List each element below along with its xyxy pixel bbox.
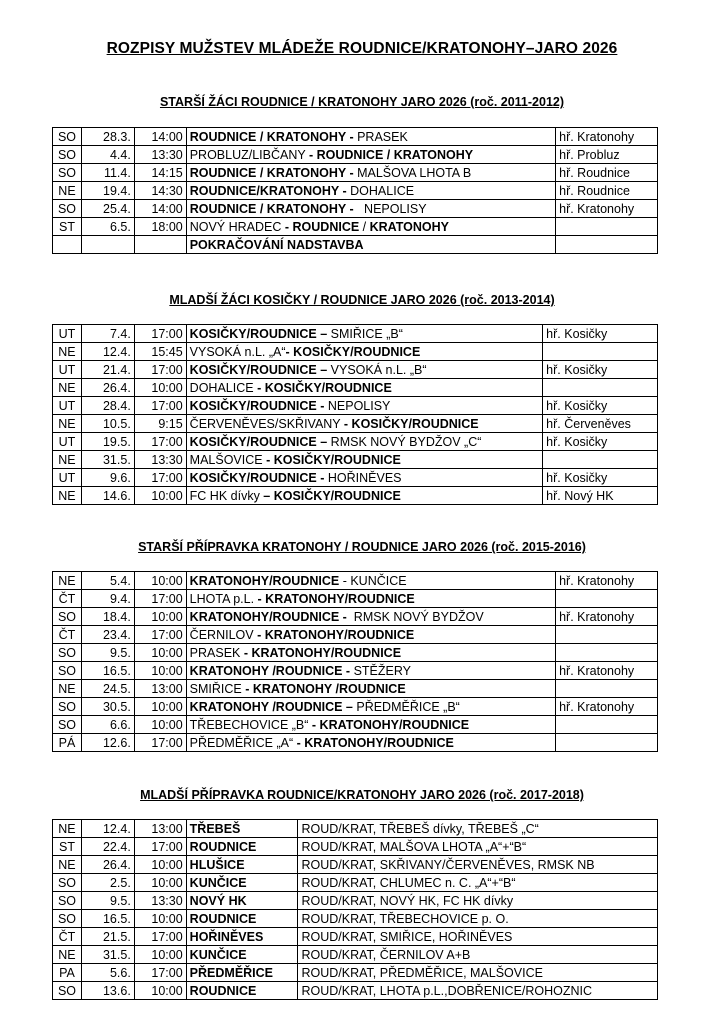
table-row: [53, 734, 658, 752]
match-team: NOVÝ HRADEC: [189, 219, 285, 234]
match-team: TŘEBECHOVICE „B“: [189, 717, 312, 732]
match-team-bold: - KOSIČKY/ROUDNICE: [266, 452, 401, 467]
table-row: [53, 325, 658, 343]
match-team-bold: - KRATONOHY/ROUDNICE: [257, 627, 415, 642]
match-team-bold: KOSIČKY/ROUDNICE –: [189, 362, 331, 377]
date-cell: 13.6.: [81, 982, 134, 1000]
venue-cell: hř. Kratonohy: [556, 200, 658, 218]
table-row: [53, 451, 658, 469]
venue-cell: [556, 734, 658, 752]
match-team-bold: KOSIČKY/ROUDNICE -: [189, 398, 328, 413]
time-cell: 10:00: [134, 487, 186, 505]
match-team-bold: KRATONOHY /ROUDNICE -: [189, 663, 354, 678]
day-cell: SO: [53, 146, 82, 164]
match-cell: [186, 698, 555, 716]
day-cell: UT: [53, 433, 82, 451]
match-cell: [186, 590, 555, 608]
table-row: [53, 716, 658, 734]
schedule-table-starsi-pripravka: [52, 571, 658, 752]
match-team: HOŘINĚVES: [327, 470, 402, 485]
date-cell: 6.6.: [81, 716, 134, 734]
place-cell: PŘEDMĚŘICE: [186, 964, 298, 982]
table-row: [53, 820, 658, 838]
day-cell: NE: [53, 856, 82, 874]
time-cell: 13:30: [134, 146, 186, 164]
date-cell: 16.5.: [81, 910, 134, 928]
time-cell: 10:00: [134, 874, 186, 892]
time-cell: [134, 236, 186, 254]
day-cell: SO: [53, 164, 82, 182]
day-cell: ST: [53, 838, 82, 856]
day-cell: SO: [53, 200, 82, 218]
time-cell: 17:00: [134, 928, 186, 946]
place-cell: HLUŠICE: [186, 856, 298, 874]
date-cell: 19.4.: [81, 182, 134, 200]
place-cell: ROUDNICE: [186, 838, 298, 856]
match-team-bold: KRATONOHY/ROUDNICE: [189, 573, 343, 588]
match-cell: [186, 200, 555, 218]
table-row: [53, 487, 658, 505]
venue-cell: [543, 451, 658, 469]
match-team: MALŠOVICE: [189, 452, 267, 467]
table-row: [53, 698, 658, 716]
match-team-bold: ROUDNICE/KRATONOHY -: [189, 183, 351, 198]
date-cell: 21.5.: [81, 928, 134, 946]
table-row: [53, 236, 658, 254]
match-cell: [186, 487, 543, 505]
match-cell: [186, 572, 555, 590]
day-cell: NE: [53, 487, 82, 505]
match-cell: [186, 236, 555, 254]
date-cell: 21.4.: [81, 361, 134, 379]
venue-cell: hř. Probluz: [556, 146, 658, 164]
venue-cell: hř. Roudnice: [556, 182, 658, 200]
date-cell: 11.4.: [81, 164, 134, 182]
table-row: [53, 572, 658, 590]
day-cell: ST: [53, 218, 82, 236]
match-team-bold: KOSIČKY/ROUDNICE –: [189, 326, 331, 341]
match-team: ČERVENĚVES/SKŘIVANY: [189, 416, 344, 431]
match-cell: [186, 716, 555, 734]
venue-cell: hř. Kosičky: [543, 361, 658, 379]
match-team-bold: KOSIČKY/ROUDNICE -: [189, 470, 328, 485]
time-cell: 17:00: [134, 734, 186, 752]
match-cell: [186, 662, 555, 680]
time-cell: 15:45: [134, 343, 186, 361]
table-row: [53, 433, 658, 451]
time-cell: 10:00: [134, 379, 186, 397]
match-team: NEPOLISY: [357, 201, 427, 216]
match-team-bold: - KOSIČKY/ROUDNICE: [285, 344, 421, 359]
day-cell: SO: [53, 644, 82, 662]
teams-cell: ROUD/KRAT, MALŠOVA LHOTA „A“+“B“: [298, 838, 658, 856]
time-cell: 13:00: [134, 680, 186, 698]
match-cell: [186, 146, 555, 164]
teams-cell: ROUD/KRAT, TŘEBECHOVICE p. O.: [298, 910, 658, 928]
match-team-bold: ROUDNICE / KRATONOHY -: [189, 165, 358, 180]
match-team-bold: - KOSIČKY/ROUDNICE: [257, 380, 392, 395]
venue-cell: hř. Kosičky: [543, 397, 658, 415]
place-cell: KUNČICE: [186, 874, 298, 892]
match-team-bold: - KOSIČKY/ROUDNICE: [343, 416, 479, 431]
match-cell: [186, 415, 543, 433]
day-cell: UT: [53, 397, 82, 415]
time-cell: 10:00: [134, 662, 186, 680]
day-cell: NE: [53, 343, 82, 361]
time-cell: 10:00: [134, 856, 186, 874]
match-cell: [186, 734, 555, 752]
day-cell: SO: [53, 698, 82, 716]
match-team: LHOTA p.L.: [189, 591, 258, 606]
venue-cell: hř. Kosičky: [543, 469, 658, 487]
match-team: SMIŘICE: [189, 681, 246, 696]
table-row: [53, 128, 658, 146]
match-cell: [186, 626, 555, 644]
place-cell: HOŘINĚVES: [186, 928, 298, 946]
day-cell: NE: [53, 415, 82, 433]
table-row: [53, 946, 658, 964]
day-cell: ČT: [53, 928, 82, 946]
table-row: [53, 218, 658, 236]
match-team: - KUNČICE: [342, 573, 407, 588]
teams-cell: ROUD/KRAT, PŘEDMĚŘICE, MALŠOVICE: [298, 964, 658, 982]
table-row: [53, 680, 658, 698]
table-row: [53, 608, 658, 626]
date-cell: 28.3.: [81, 128, 134, 146]
day-cell: NE: [53, 379, 82, 397]
match-cell: [186, 451, 543, 469]
place-cell: KUNČICE: [186, 946, 298, 964]
match-team: ČERNILOV: [189, 627, 258, 642]
match-team-bold: - KRATONOHY /ROUDNICE: [245, 681, 406, 696]
date-cell: 30.5.: [81, 698, 134, 716]
section-title-starsi-zaci: STARŠÍ ŽÁCI ROUDNICE / KRATONOHY JARO 2026 (roč. 2011-2012): [159, 95, 565, 109]
day-cell: SO: [53, 608, 82, 626]
date-cell: 18.4.: [81, 608, 134, 626]
time-cell: 10:00: [134, 608, 186, 626]
table-row: [53, 892, 658, 910]
day-cell: NE: [53, 572, 82, 590]
match-team: /: [362, 219, 370, 234]
place-cell: TŘEBEŠ: [186, 820, 298, 838]
table-row: [53, 856, 658, 874]
venue-cell: [543, 379, 658, 397]
time-cell: 17:00: [134, 433, 186, 451]
match-cell: [186, 680, 555, 698]
time-cell: 17:00: [134, 838, 186, 856]
date-cell: 6.5.: [81, 218, 134, 236]
table-row: [53, 200, 658, 218]
date-cell: 9.5.: [81, 892, 134, 910]
time-cell: 13:30: [134, 892, 186, 910]
match-team: RMSK NOVÝ BYDŽOV: [350, 609, 484, 624]
section-title-mladsi-pripravka: MLADŠÍ PŘÍPRAVKA ROUDNICE/KRATONOHY JARO 2026 (roč. 2017-2018): [140, 788, 584, 802]
schedule-table-starsi-zaci: [52, 127, 658, 254]
match-cell: [186, 164, 555, 182]
match-team-bold: - KRATONOHY/ROUDNICE: [296, 735, 454, 750]
match-team: PROBLUZ/LIBČANY: [189, 147, 309, 162]
date-cell: 2.5.: [81, 874, 134, 892]
match-team-bold: ROUDNICE / KRATONOHY -: [189, 129, 358, 144]
match-team: PŘEDMĚŘICE „B“: [356, 699, 460, 714]
day-cell: ČT: [53, 590, 82, 608]
venue-cell: [556, 680, 658, 698]
table-row: [53, 838, 658, 856]
match-team: DOHALICE: [189, 380, 258, 395]
match-cell: [186, 343, 543, 361]
match-cell: [186, 182, 555, 200]
table-row: [53, 964, 658, 982]
match-team: FC HK dívky: [189, 488, 264, 503]
time-cell: 17:00: [134, 626, 186, 644]
match-team: RMSK NOVÝ BYDŽOV „C“: [330, 434, 482, 449]
match-team-bold: POKRAČOVÁNÍ NADSTAVBA: [189, 237, 364, 252]
date-cell: 12.6.: [81, 734, 134, 752]
time-cell: 10:00: [134, 716, 186, 734]
date-cell: 25.4.: [81, 200, 134, 218]
place-cell: ROUDNICE: [186, 982, 298, 1000]
time-cell: 9:15: [134, 415, 186, 433]
date-cell: 5.4.: [81, 572, 134, 590]
teams-cell: ROUD/KRAT, NOVÝ HK, FC HK dívky: [298, 892, 658, 910]
table-row: [53, 910, 658, 928]
teams-cell: ROUD/KRAT, TŘEBEŠ dívky, TŘEBEŠ „C“: [298, 820, 658, 838]
match-cell: [186, 361, 543, 379]
day-cell: SO: [53, 662, 82, 680]
date-cell: 4.4.: [81, 146, 134, 164]
day-cell: NE: [53, 451, 82, 469]
date-cell: 12.4.: [81, 820, 134, 838]
day-cell: SO: [53, 716, 82, 734]
day-cell: ČT: [53, 626, 82, 644]
time-cell: 10:00: [134, 698, 186, 716]
table-row: [53, 644, 658, 662]
table-row: [53, 982, 658, 1000]
date-cell: 24.5.: [81, 680, 134, 698]
teams-cell: ROUD/KRAT, SKŘIVANY/ČERVENĚVES, RMSK NB: [298, 856, 658, 874]
match-team: STĚŽERY: [353, 663, 411, 678]
section-title-starsi-pripravka: STARŠÍ PŘÍPRAVKA KRATONOHY / ROUDNICE JARO 2026 (roč. 2015-2016): [138, 540, 586, 554]
match-team: PRASEK: [189, 645, 244, 660]
match-team-bold: KOSIČKY/ROUDNICE –: [189, 434, 331, 449]
page-title: ROZPISY MUŽSTEV MLÁDEŽE ROUDNICE/KRATONOHY–JARO 2026: [106, 40, 618, 57]
match-team: SMIŘICE „B“: [330, 326, 403, 341]
date-cell: 23.4.: [81, 626, 134, 644]
venue-cell: hř. Nový HK: [543, 487, 658, 505]
time-cell: 14:15: [134, 164, 186, 182]
venue-cell: hř. Roudnice: [556, 164, 658, 182]
date-cell: 9.4.: [81, 590, 134, 608]
venue-cell: [556, 644, 658, 662]
match-team: VYSOKÁ n.L. „B“: [330, 362, 427, 377]
time-cell: 14:00: [134, 200, 186, 218]
venue-cell: [556, 590, 658, 608]
time-cell: 13:30: [134, 451, 186, 469]
time-cell: 10:00: [134, 982, 186, 1000]
table-row: [53, 379, 658, 397]
match-team: PRASEK: [357, 129, 408, 144]
section-title-mladsi-zaci: MLADŠÍ ŽÁCI KOSIČKY / ROUDNICE JARO 2026 (roč. 2013-2014): [169, 293, 555, 307]
day-cell: SO: [53, 910, 82, 928]
date-cell: 16.5.: [81, 662, 134, 680]
date-cell: 31.5.: [81, 946, 134, 964]
time-cell: 10:00: [134, 946, 186, 964]
match-team-bold: KRATONOHY/ROUDNICE -: [189, 609, 351, 624]
place-cell: NOVÝ HK: [186, 892, 298, 910]
match-team-bold: - ROUDNICE / KRATONOHY: [308, 147, 474, 162]
match-team-bold: - KRATONOHY/ROUDNICE: [243, 645, 402, 660]
match-team-bold: KRATONOHY: [369, 219, 450, 234]
match-team-bold: KRATONOHY /ROUDNICE –: [189, 699, 357, 714]
time-cell: 17:00: [134, 590, 186, 608]
time-cell: 14:00: [134, 128, 186, 146]
day-cell: SO: [53, 982, 82, 1000]
table-row: [53, 928, 658, 946]
match-team: NEPOLISY: [327, 398, 391, 413]
match-cell: [186, 433, 543, 451]
table-row: [53, 343, 658, 361]
table-row: [53, 397, 658, 415]
venue-cell: hř. Kratonohy: [556, 608, 658, 626]
day-cell: SO: [53, 874, 82, 892]
venue-cell: [556, 626, 658, 644]
table-row: [53, 874, 658, 892]
day-cell: NE: [53, 182, 82, 200]
venue-cell: hř. Kratonohy: [556, 662, 658, 680]
match-cell: [186, 469, 543, 487]
day-cell: UT: [53, 325, 82, 343]
day-cell: SO: [53, 128, 82, 146]
venue-cell: hř. Kratonohy: [556, 128, 658, 146]
match-cell: [186, 397, 543, 415]
place-cell: ROUDNICE: [186, 910, 298, 928]
venue-cell: hř. Červeněves: [543, 415, 658, 433]
match-team-bold: ROUDNICE / KRATONOHY -: [189, 201, 358, 216]
time-cell: 17:00: [134, 469, 186, 487]
time-cell: 10:00: [134, 910, 186, 928]
table-row: [53, 590, 658, 608]
teams-cell: ROUD/KRAT, LHOTA p.L.,DOBŘENICE/ROHOZNIC: [298, 982, 658, 1000]
match-cell: [186, 608, 555, 626]
day-cell: UT: [53, 361, 82, 379]
teams-cell: ROUD/KRAT, ČERNILOV A+B: [298, 946, 658, 964]
table-row: [53, 164, 658, 182]
schedule-table-mladsi-pripravka: [52, 819, 658, 1000]
venue-cell: [543, 343, 658, 361]
match-team-bold: – KOSIČKY/ROUDNICE: [263, 488, 401, 503]
date-cell: 5.6.: [81, 964, 134, 982]
match-team-bold: - KRATONOHY/ROUDNICE: [257, 591, 415, 606]
day-cell: UT: [53, 469, 82, 487]
time-cell: 17:00: [134, 397, 186, 415]
venue-cell: hř. Kratonohy: [556, 698, 658, 716]
date-cell: 26.4.: [81, 856, 134, 874]
match-team: VYSOKÁ n.L. „A“: [189, 344, 286, 359]
day-cell: [53, 236, 82, 254]
teams-cell: ROUD/KRAT, SMIŘICE, HOŘINĚVES: [298, 928, 658, 946]
match-cell: [186, 644, 555, 662]
date-cell: 26.4.: [81, 379, 134, 397]
venue-cell: [556, 236, 658, 254]
table-row: [53, 146, 658, 164]
day-cell: PA: [53, 964, 82, 982]
date-cell: 9.6.: [81, 469, 134, 487]
date-cell: 19.5.: [81, 433, 134, 451]
time-cell: 10:00: [134, 572, 186, 590]
table-row: [53, 626, 658, 644]
venue-cell: [556, 218, 658, 236]
date-cell: 12.4.: [81, 343, 134, 361]
time-cell: 17:00: [134, 361, 186, 379]
time-cell: 18:00: [134, 218, 186, 236]
date-cell: 7.4.: [81, 325, 134, 343]
match-team-bold: - ROUDNICE: [284, 219, 363, 234]
match-cell: [186, 128, 555, 146]
table-row: [53, 469, 658, 487]
match-team: MALŠOVA LHOTA B: [357, 165, 472, 180]
match-team-bold: - KRATONOHY/ROUDNICE: [311, 717, 470, 732]
day-cell: SO: [53, 892, 82, 910]
match-cell: [186, 218, 555, 236]
day-cell: PÁ: [53, 734, 82, 752]
date-cell: 31.5.: [81, 451, 134, 469]
venue-cell: [556, 716, 658, 734]
time-cell: 13:00: [134, 820, 186, 838]
date-cell: 9.5.: [81, 644, 134, 662]
date-cell: 22.4.: [81, 838, 134, 856]
venue-cell: hř. Kosičky: [543, 433, 658, 451]
day-cell: NE: [53, 946, 82, 964]
table-row: [53, 361, 658, 379]
time-cell: 14:30: [134, 182, 186, 200]
time-cell: 17:00: [134, 964, 186, 982]
time-cell: 17:00: [134, 325, 186, 343]
table-row: [53, 182, 658, 200]
teams-cell: ROUD/KRAT, CHLUMEC n. C. „A“+“B“: [298, 874, 658, 892]
date-cell: 14.6.: [81, 487, 134, 505]
table-row: [53, 415, 658, 433]
date-cell: 28.4.: [81, 397, 134, 415]
venue-cell: hř. Kratonohy: [556, 572, 658, 590]
venue-cell: hř. Kosičky: [543, 325, 658, 343]
schedule-table-mladsi-zaci: [52, 324, 658, 505]
match-team: PŘEDMĚŘICE „A“: [189, 735, 297, 750]
match-cell: [186, 325, 543, 343]
day-cell: NE: [53, 680, 82, 698]
date-cell: [81, 236, 134, 254]
table-row: [53, 662, 658, 680]
match-team: DOHALICE: [350, 183, 415, 198]
time-cell: 10:00: [134, 644, 186, 662]
match-cell: [186, 379, 543, 397]
day-cell: NE: [53, 820, 82, 838]
date-cell: 10.5.: [81, 415, 134, 433]
